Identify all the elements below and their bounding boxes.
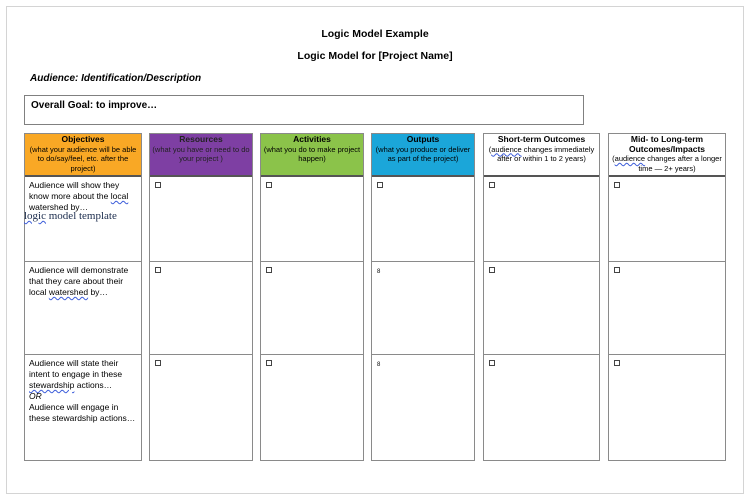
short-term-cell-1[interactable] [484, 177, 599, 261]
checkbox-icon[interactable] [155, 267, 161, 273]
checkbox-icon[interactable] [266, 267, 272, 273]
resources-cell-2[interactable] [150, 261, 252, 354]
objective-or-label: OR [29, 391, 42, 401]
column-header-outputs [372, 134, 474, 177]
short-term-cell-2[interactable] [484, 261, 599, 354]
small-mark: 8 [377, 269, 381, 275]
long-term-cell-1[interactable] [609, 177, 725, 261]
small-mark: 8 [377, 362, 381, 368]
column-subtitle-underlined: audience [614, 154, 646, 163]
watermark-caption-rest: model template [46, 210, 117, 222]
column-header-short-term [484, 134, 599, 177]
column-subtitle: (what you have or need to do your project ) [152, 144, 250, 163]
objective-text: watershed by… [29, 202, 89, 212]
objective-text-underlined: local [110, 191, 129, 201]
long-term-cell-2[interactable] [609, 261, 725, 354]
column-title: Short-term Outcomes [497, 134, 586, 144]
checkbox-icon[interactable] [489, 360, 495, 366]
column-objectives [24, 133, 142, 461]
checkbox-icon[interactable] [489, 182, 495, 188]
column-subtitle-underlined: audience [491, 144, 522, 154]
short-term-cell-3[interactable] [484, 354, 599, 462]
outputs-cell-1[interactable] [372, 177, 474, 261]
resources-cell-1[interactable] [150, 177, 252, 261]
checkbox-icon[interactable] [614, 360, 620, 366]
outputs-cell-2[interactable] [372, 261, 474, 354]
column-header-objectives [25, 134, 141, 177]
column-subtitle: (audience changes immediately after or within 1 to 2 years) [488, 144, 595, 163]
objective-text: by… [90, 287, 108, 297]
column-subtitle-rest: changes immediately after or within 1 to 2 years) [497, 144, 595, 163]
column-subtitle-rest: changes after a longer time — 2+ years) [638, 154, 722, 173]
watermark-caption-underlined: logic [24, 210, 46, 222]
resources-cell-3[interactable] [150, 354, 252, 462]
column-short-term-outcomes [483, 133, 600, 461]
page-subtitle: Logic Model for [Project Name] [297, 50, 453, 62]
long-term-cell-3[interactable] [609, 354, 725, 462]
column-subtitle: (what your audience will be able to do/say/feel, etc. after the project) [29, 144, 137, 173]
column-title: Mid- to Long-term Outcomes/Impacts [628, 134, 706, 154]
objective-text: Audience will demonstrate that they care about their local [29, 265, 129, 297]
checkbox-icon[interactable] [377, 182, 383, 188]
column-header-long-term [609, 134, 725, 177]
checkbox-icon[interactable] [155, 360, 161, 366]
activities-cell-1[interactable] [261, 177, 363, 261]
column-subtitle: (audience changes after a longer time — 2+ years) [612, 154, 722, 173]
page-title: Logic Model Example [321, 28, 429, 40]
column-title: Objectives [61, 134, 105, 144]
audience-label: Audience: Identification/Description [30, 73, 202, 84]
activities-cell-2[interactable] [261, 261, 363, 354]
objective-cell-2[interactable] [25, 261, 141, 354]
column-long-term-outcomes [608, 133, 726, 461]
column-resources [149, 133, 253, 461]
activities-cell-3[interactable] [261, 354, 363, 462]
objective-text: Audience will show they know more about the [29, 180, 120, 201]
column-title: Resources [179, 134, 223, 144]
checkbox-icon[interactable] [614, 267, 620, 273]
objective-text: actions… [76, 380, 113, 390]
checkbox-icon[interactable] [489, 267, 495, 273]
column-outputs [371, 133, 475, 461]
checkbox-icon[interactable] [155, 182, 161, 188]
watermark-caption [24, 210, 117, 222]
outputs-cell-3[interactable] [372, 354, 474, 462]
objective-cell-3[interactable] [25, 354, 141, 462]
objective-text-underlined: stewardship [29, 380, 75, 390]
column-subtitle: (what you produce or deliver as part of the project) [375, 144, 471, 163]
objective-text-underlined: watershed [48, 287, 89, 297]
objective-text: Audience will state their intent to engage in these [29, 358, 123, 379]
overall-goal-text: Overall Goal: to improve… [31, 100, 158, 111]
objective-text: Audience will engage in these stewardship actions… [29, 402, 136, 423]
checkbox-icon[interactable] [266, 182, 272, 188]
checkbox-icon[interactable] [266, 360, 272, 366]
column-activities [260, 133, 364, 461]
column-header-resources [150, 134, 252, 177]
column-title: Activities [293, 134, 331, 144]
checkbox-icon[interactable] [614, 182, 620, 188]
column-header-activities [261, 134, 363, 177]
column-subtitle: (what you do to make project happen) [263, 144, 361, 163]
overall-goal-field[interactable] [24, 95, 584, 125]
column-title: Outputs [406, 134, 440, 144]
